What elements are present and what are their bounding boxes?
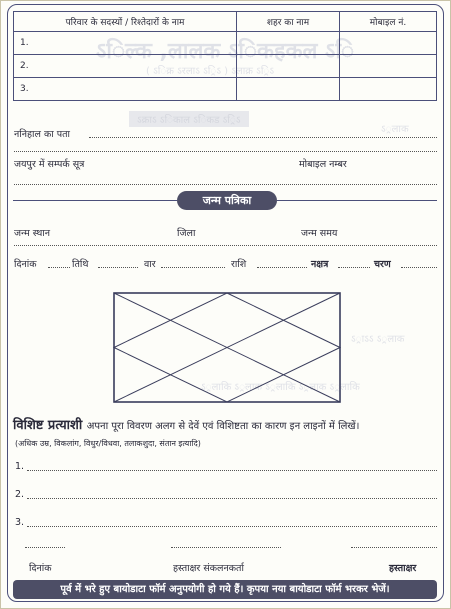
rashi-field[interactable] <box>257 267 307 268</box>
jaipur-contact-field[interactable] <box>14 184 437 185</box>
bleed-through-text: ऽ्रलाक <box>381 124 409 135</box>
mobile-number-label: मोबाइल नम्बर <box>299 159 347 170</box>
footer-notice: पूर्व में भरे हुए बायोडाटा फॉर्म अनुपयोगी हो गये हैं। कृपया नया बायोडाटा फॉर्म भरकर भेजें। <box>13 580 437 599</box>
jaipur-contact-label: जयपुर में सम्पर्क सूत्र <box>14 159 85 170</box>
nanihal-label: ननिहाल का पता <box>14 129 71 140</box>
bleed-through-text: ऽ्रलाकि ऽ्रलाक ऽ्रलाकि ऽ्रलाक ऽ्रलाकि <box>201 382 360 393</box>
special-line-number: 3. <box>15 517 25 528</box>
column-header: शहर का नाम <box>237 12 340 32</box>
city-cell[interactable] <box>237 55 340 78</box>
date-label: दिनांक <box>14 259 37 270</box>
mobile-cell[interactable] <box>340 78 437 101</box>
nakshatra-field[interactable] <box>338 267 370 268</box>
special-candidate-instruction: अपना पूरा विवरण अलग से देवें एवं विशिष्टता का कारण इन लाइनों में लिखें। <box>86 421 360 432</box>
special-line-2-field[interactable] <box>27 498 437 499</box>
charan-label: चरण <box>374 259 391 270</box>
divider-line <box>277 200 437 201</box>
vaar-field[interactable] <box>161 267 225 268</box>
district-label: जिला <box>177 228 196 239</box>
city-cell[interactable] <box>237 78 340 101</box>
divider-line <box>13 200 177 201</box>
city-cell[interactable] <box>237 32 340 55</box>
special-line-3-field[interactable] <box>27 526 437 527</box>
mobile-cell[interactable] <box>340 55 437 78</box>
nakshatra-label: नक्षत्र <box>311 259 329 270</box>
mobile-cell[interactable] <box>340 32 437 55</box>
rashi-label: राशि <box>231 259 247 270</box>
table-row <box>14 78 437 101</box>
bleed-through-text: ऽिल्क ,लालक ऽिकहकल ऽि <box>96 39 355 64</box>
applicant-signature-label: हस्ताक्षर <box>389 563 417 574</box>
signature-date-label: दिनांक <box>29 563 52 574</box>
column-header: मोबाइल नं. <box>340 12 437 32</box>
applicant-signature-line[interactable] <box>351 547 437 548</box>
collector-signature-line[interactable] <box>171 547 281 548</box>
nanihal-field[interactable] <box>89 137 437 138</box>
vaar-label: वार <box>144 259 156 270</box>
birth-details-field[interactable] <box>14 245 437 246</box>
special-candidate-heading <box>13 415 359 433</box>
birth-time-label: जन्म समय <box>301 228 338 239</box>
column-header: परिवार के सदस्यों / रिश्तेदारों के नाम <box>14 12 237 32</box>
date-field[interactable] <box>48 267 70 268</box>
tithi-label: तिथि <box>72 259 89 270</box>
row-number[interactable]: 1. <box>14 32 237 55</box>
bleed-through-text: ऽ्राऽऽ ऽ्रलाक <box>351 334 405 345</box>
row-number[interactable]: 2. <box>14 55 237 78</box>
special-line-1-field[interactable] <box>27 470 437 471</box>
horoscope-heading: जन्म पत्रिका <box>177 191 277 210</box>
family-members-table <box>13 11 437 101</box>
horoscope-chart[interactable] <box>113 292 341 403</box>
table-row <box>14 32 437 55</box>
special-line-number: 1. <box>15 461 25 472</box>
nanihal-field-line2[interactable] <box>14 151 437 152</box>
special-line-number: 2. <box>15 489 25 500</box>
table-row <box>14 55 437 78</box>
collector-signature-label: हस्ताक्षर संकलनकर्ता <box>173 563 244 574</box>
special-candidate-title: विशिष्ट प्रत्याशी <box>13 418 83 433</box>
row-number[interactable]: 3. <box>14 78 237 101</box>
special-candidate-examples: (अधिक उम्र, विकलांग, विधुर/विधवा, तलाकशुदा, संतान इत्यादि) <box>15 439 201 448</box>
birth-place-label: जन्म स्थान <box>14 228 51 239</box>
charan-field[interactable] <box>401 267 437 268</box>
table-header-row <box>14 12 437 32</box>
bleed-through-bar: ऽक्राऽ ऽिकाल ऽिकड ऽ्रिऽ <box>129 111 249 127</box>
bleed-through-text: ( ऽिक्र ऽरलाऽ ऽ्रिऽ ) ऽलाक्र ऽ्रिऽ <box>146 66 275 77</box>
tithi-field[interactable] <box>98 267 138 268</box>
date-signature-line[interactable] <box>25 547 65 548</box>
